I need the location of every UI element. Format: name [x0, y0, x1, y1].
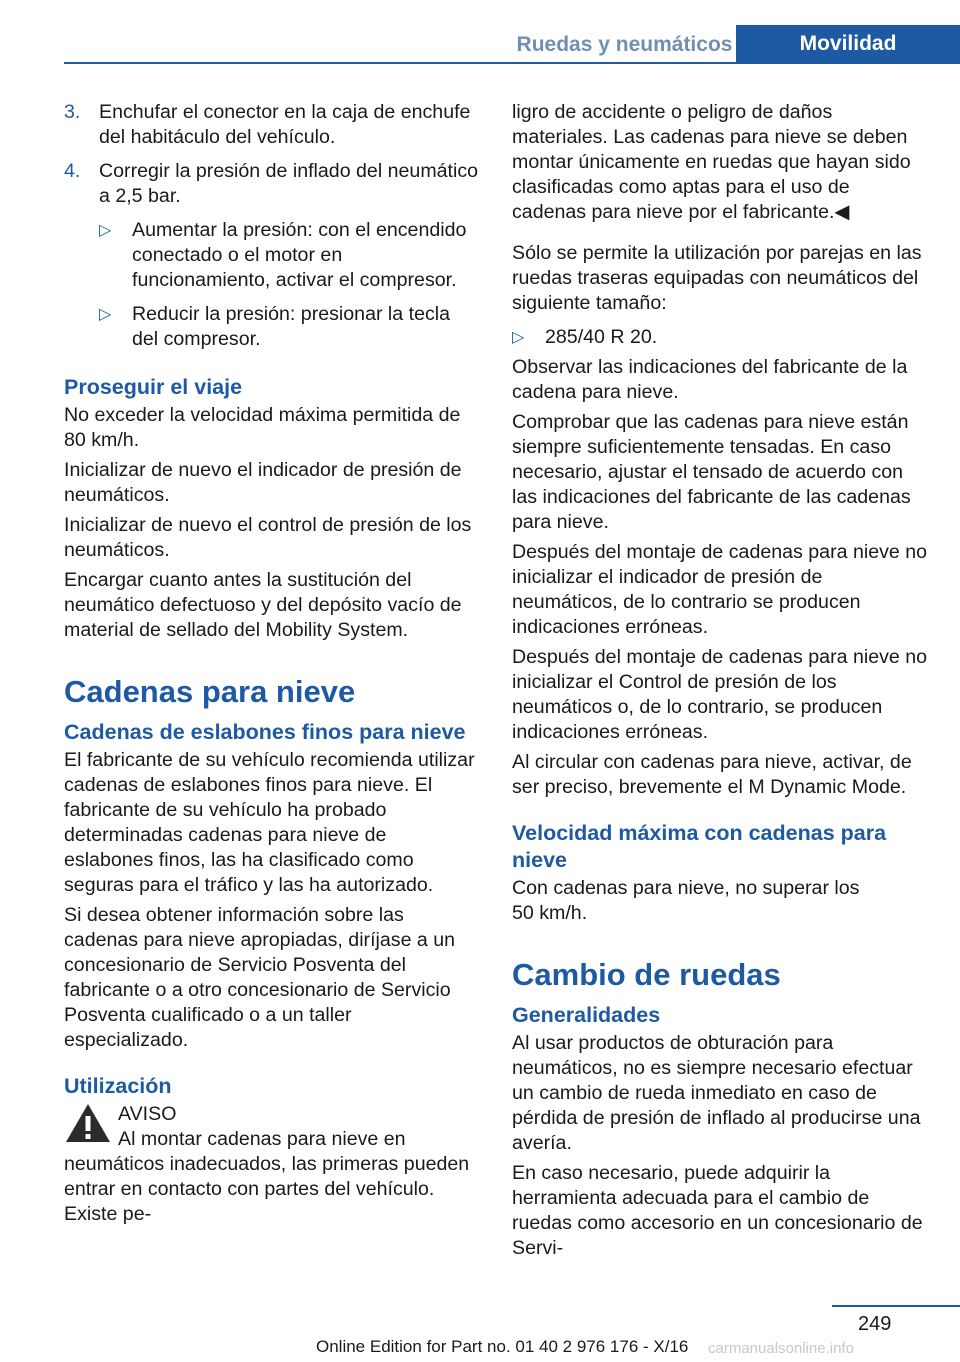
paragraph: Comprobar que las cadenas para nieve están siempre suficientemente tensadas. En caso necesario, ajustar el tensado de acuerdo con las indicaciones del fabricante de las cadenas para nieve.	[512, 411, 911, 533]
paragraph: Después del montaje de cadenas para nieve no inicializar el Control de presión de los neumáticos o, de lo contrario, se producen indicaciones erróneas.	[512, 646, 928, 743]
left-column	[64, 100, 480, 1227]
paragraph: Al usar productos de obturación para neumáticos, no es siempre necesario efectuar un cambio de rueda inmediato en caso de pérdida de presión de inflado al producirse una avería.	[512, 1032, 921, 1154]
watermark: carmanualsonline.info	[708, 1340, 854, 1357]
paragraph: El fabricante de su vehículo recomienda utilizar cadenas de eslabones finos para nieve. El fabricante de su vehículo ha probado determinadas cadenas para nieve de eslabones finos, las ha clasificado como seguras para el tráfico y las ha autorizado.	[64, 749, 475, 896]
paragraph: Al circular con cadenas para nieve, activar, de ser preciso, brevemente el M Dynamic Mode.	[512, 751, 912, 798]
step-number: 4.	[64, 160, 81, 182]
step-text: Corregir la presión de inflado del neumático a 2,5 bar.	[99, 160, 479, 207]
triangle-right-icon: ▷	[512, 329, 525, 346]
paragraph: Inicializar de nuevo el indicador de presión de neumáticos.	[64, 459, 462, 506]
page-header	[0, 0, 960, 62]
step-4-bullets	[99, 218, 480, 352]
paragraph: Después del montaje de cadenas para nieve no inicializar el indicador de presión de neumáticos, de lo contrario se producen indicaciones erróneas.	[512, 541, 928, 638]
heading-finos: Cadenas de eslabones finos para nieve	[64, 720, 466, 744]
right-column	[512, 100, 928, 1266]
bullet-text: Reducir la presión: presionar la tecla del compresor.	[132, 303, 451, 350]
triangle-right-icon: ▷	[99, 306, 112, 323]
heading-cambio: Cambio de ruedas	[512, 957, 781, 992]
warning-continuation: ligro de accidente o peligro de daños materiales. Las cadenas para nieve se deben montar únicamente en ruedas que hayan sido clasificadas como aptas para el uso de cadenas para nieve por el fabricante.◀	[512, 101, 911, 223]
bullet-text: 285/40 R 20.	[545, 326, 658, 348]
paragraph: No exceder la velocidad máxima permitida de 80 km/h.	[64, 404, 461, 451]
step-number: 3.	[64, 101, 81, 123]
warning-box	[64, 1102, 480, 1227]
warning-triangle-icon	[64, 1102, 112, 1144]
paragraph: Si desea obtener información sobre las cadenas para nieve apropiadas, diríjase a un concesionario de Servicio Posventa del fabricante o a otro concesionario de Servicio Posventa cualificado o a un taller especializado.	[64, 904, 456, 1051]
heading-proseguir: Proseguir el viaje	[64, 375, 243, 399]
header-chapter-tab: Movilidad	[736, 25, 960, 62]
warning-text: Al montar cadenas para nieve en neumáticos inadecuados, las primeras pueden entrar en contacto con partes del vehículo. Existe pe-	[64, 1128, 470, 1225]
paragraph: Observar las indicaciones del fabricante de la cadena para nieve.	[512, 356, 908, 403]
paragraph: Inicializar de nuevo el control de presión de los neumáticos.	[64, 514, 472, 561]
list-item	[99, 218, 480, 293]
header-section-title: Ruedas y neumáticos	[516, 33, 733, 56]
paragraph: Sólo se permite la utilización por parejas en las ruedas traseras equipadas con neumáticos del siguiente tamaño:	[512, 242, 922, 314]
paragraph: Con cadenas para nieve, no superar los 50 km/h.	[512, 877, 860, 924]
paragraph: Encargar cuanto antes la sustitución del neumático defectuoso y del depósito vacío de material de sellado del Mobility System.	[64, 569, 462, 641]
step-4	[64, 159, 480, 209]
footer-rule	[832, 1305, 960, 1307]
heading-utilizacion: Utilización	[64, 1074, 172, 1098]
bullet-text: Aumentar la presión: con el encendido conectado o el motor en funcionamiento, activar el compresor.	[132, 219, 467, 291]
step-text: Enchufar el conector en la caja de enchufe del habitáculo del vehículo.	[99, 101, 471, 148]
edition-note: Online Edition for Part no. 01 40 2 976 176 - X/16	[316, 1337, 689, 1356]
heading-cadenas: Cadenas para nieve	[64, 674, 356, 709]
list-item	[512, 325, 928, 350]
triangle-right-icon: ▷	[99, 222, 112, 239]
heading-generalidades: Generalidades	[512, 1003, 661, 1027]
heading-velocidad: Velocidad máxima con cadenas para nieve	[512, 821, 887, 872]
list-item	[99, 302, 480, 352]
paragraph: En caso necesario, puede adquirir la herramienta adecuada para el cambio de ruedas como accesorio en un concesionario de Servi-	[512, 1162, 923, 1259]
page-number: 249	[858, 1313, 892, 1335]
header-rule	[64, 62, 960, 64]
step-3	[64, 100, 480, 150]
warning-title: AVISO	[118, 1103, 177, 1125]
